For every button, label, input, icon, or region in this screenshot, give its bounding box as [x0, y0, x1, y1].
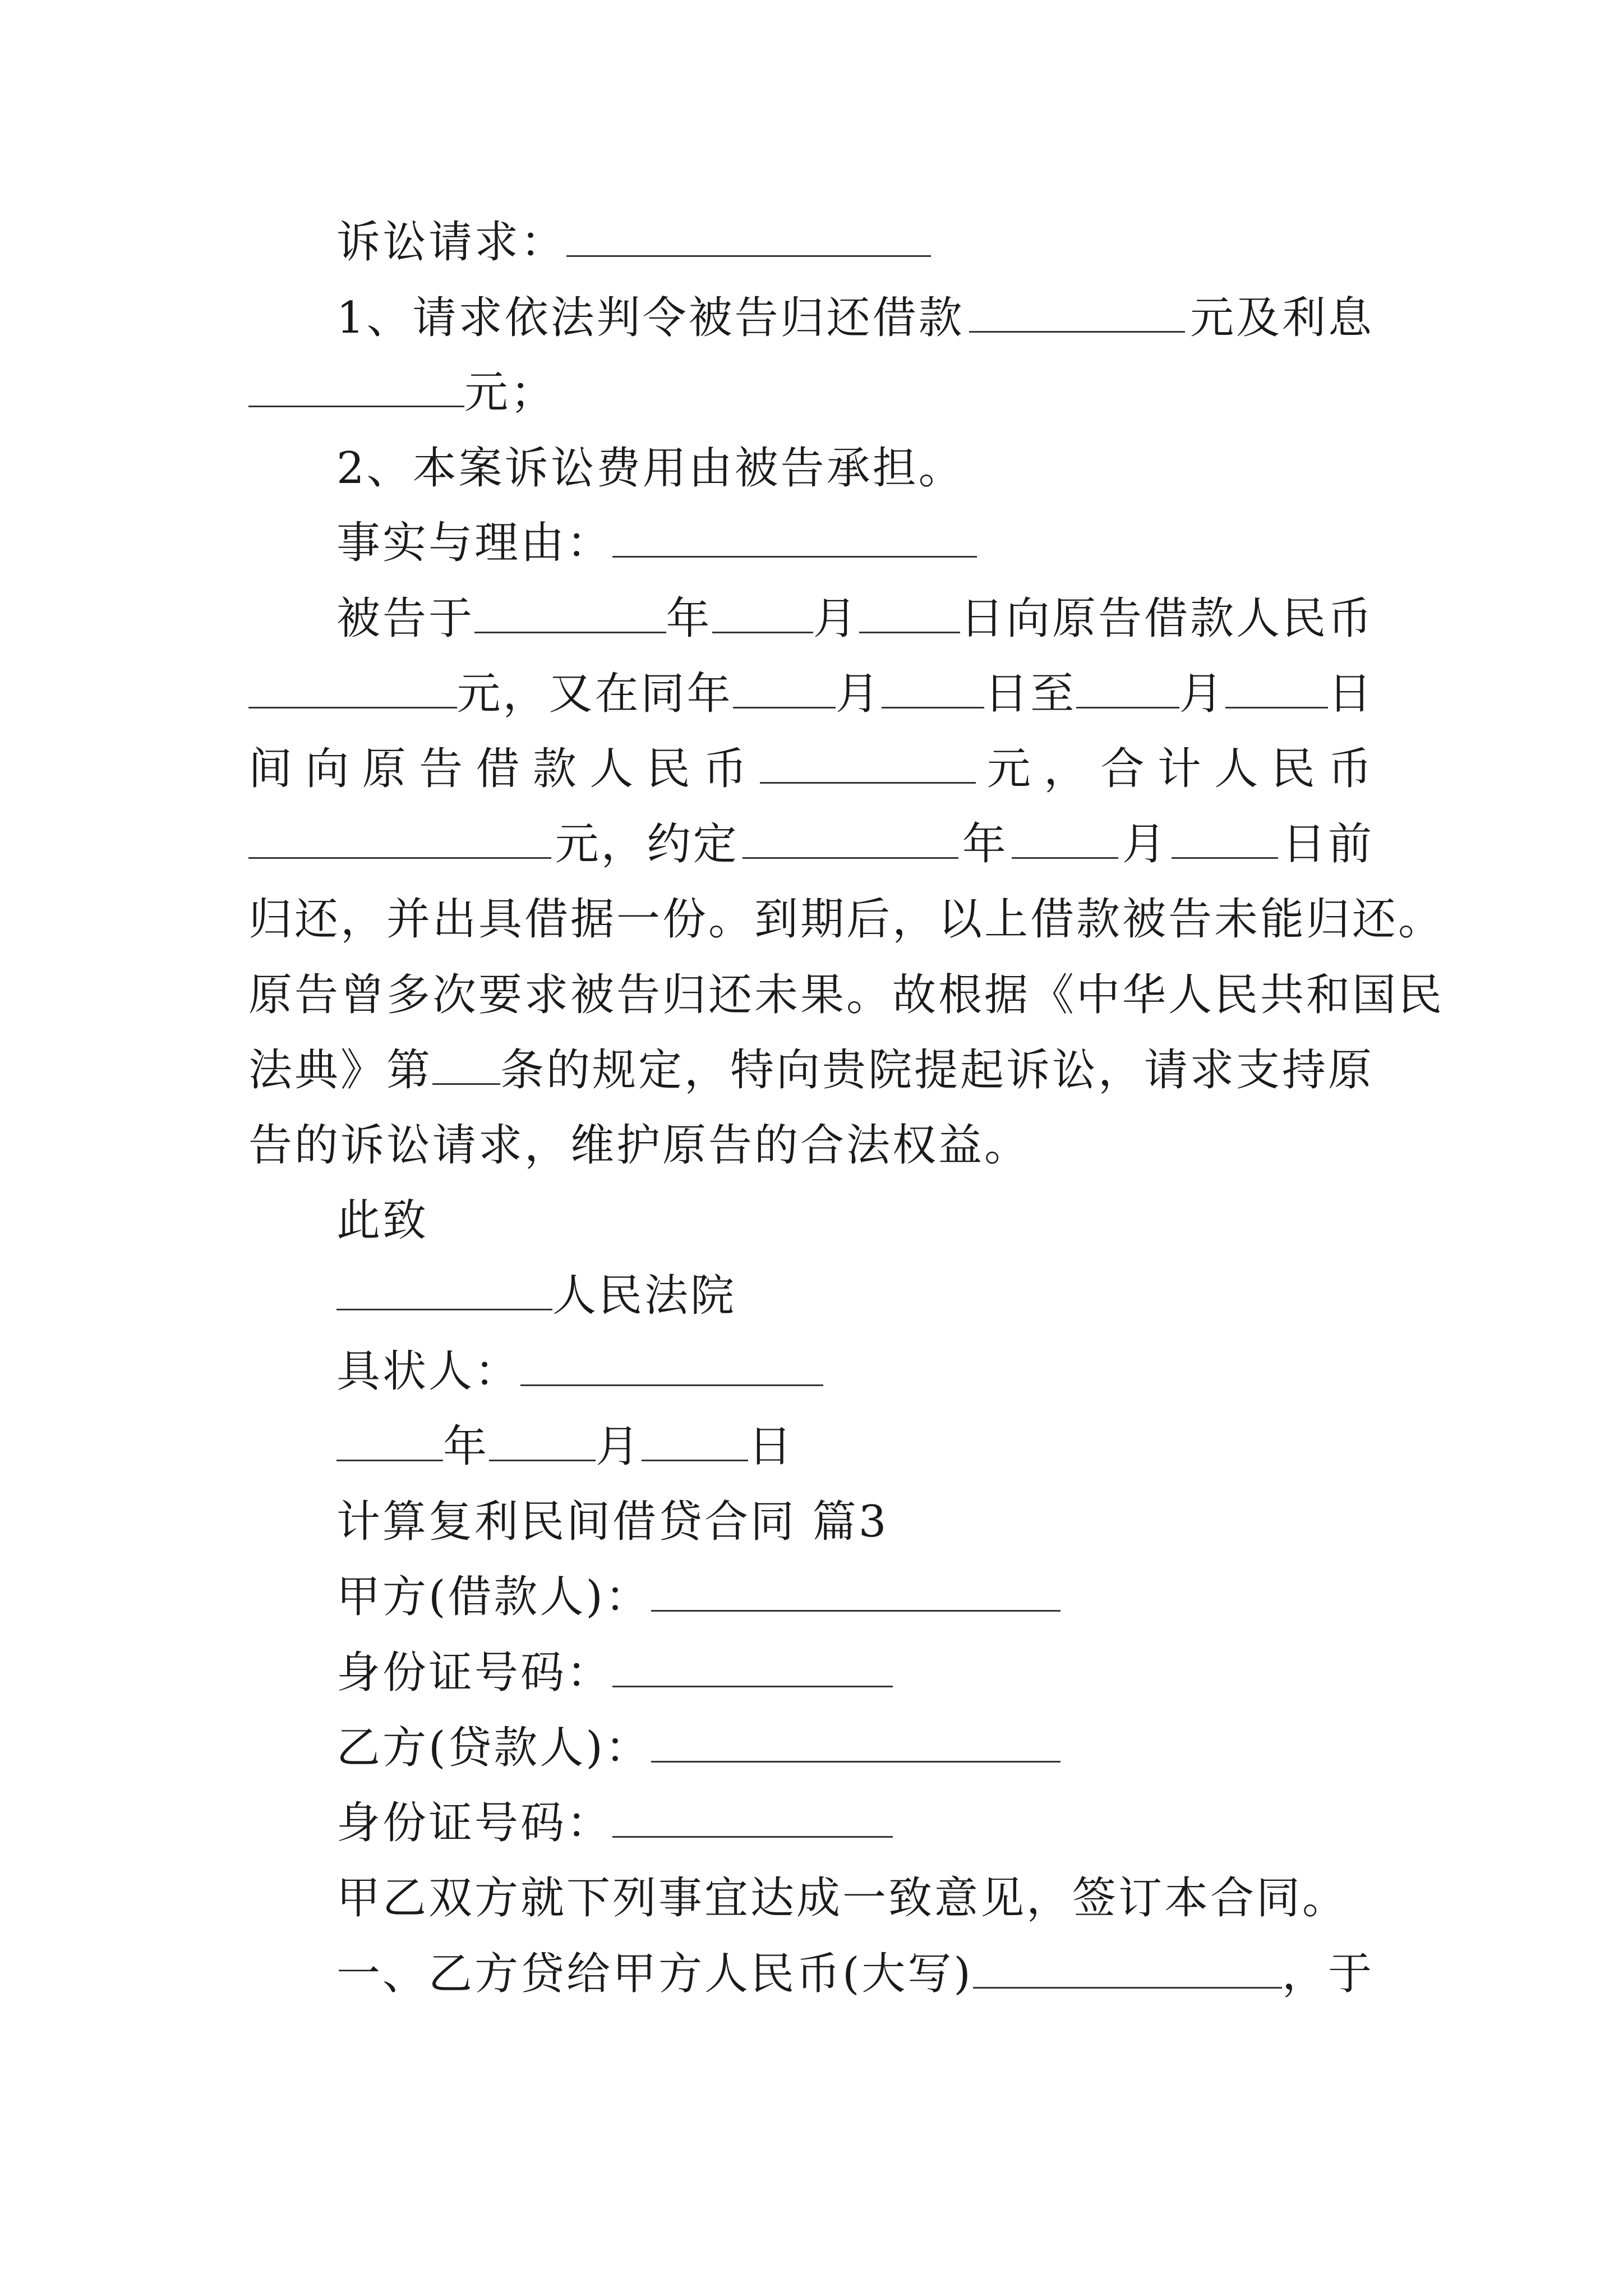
fact-text: 元，又在同年: [457, 669, 733, 719]
day-label: 日: [1327, 669, 1374, 719]
total-amount-blank[interactable]: [248, 823, 551, 859]
char: 间: [248, 744, 295, 794]
claim-1-text-b: 元及利息: [1189, 293, 1374, 343]
claims-blank[interactable]: [566, 222, 931, 257]
year-label: 年: [962, 819, 1008, 869]
clause-text: ，于: [1281, 1949, 1374, 1999]
fact-line-6: 原告曾多次要求被告归还未果。故根据《中华人民共和国民: [248, 970, 1445, 1020]
char: 借: [476, 744, 522, 794]
day-blank[interactable]: [882, 673, 984, 708]
day-blank[interactable]: [859, 598, 960, 633]
loan-amount-blank[interactable]: [969, 297, 1185, 333]
fact-text: 日前: [1281, 819, 1374, 869]
fact-line-7: [248, 1042, 1374, 1098]
year-blank[interactable]: [336, 1426, 443, 1461]
section-heading: 计算复利民间借贷合同 篇3: [336, 1497, 889, 1547]
month-label: 月: [835, 669, 882, 719]
char: 民: [1271, 744, 1317, 794]
char: 元: [986, 744, 1033, 794]
id-label: 身份证号码：: [336, 1648, 613, 1698]
plaintiff-label: 具状人：: [336, 1346, 521, 1397]
month-label: 月: [1122, 819, 1168, 869]
amount-blank[interactable]: [248, 673, 457, 708]
interest-line: [248, 365, 556, 421]
fact-line-8: 告的诉讼请求，维护原告的合法权益。: [248, 1120, 1031, 1171]
fact-text: 元，约定: [555, 819, 739, 869]
char: 计: [1157, 744, 1204, 794]
fact-line-3: [248, 741, 1374, 797]
date-line: [336, 1419, 794, 1475]
char: 合: [1100, 744, 1147, 794]
party-b-label: 乙方(贷款人)：: [336, 1723, 651, 1773]
char: ，: [1044, 744, 1090, 794]
fact-line-5: 归还，并出具借据一份。到期后，以上借款被告未能归还。: [248, 894, 1445, 945]
court-line: [336, 1268, 736, 1324]
facts-line: [336, 515, 977, 571]
party-b-blank[interactable]: [651, 1727, 1061, 1763]
court-label: 人民法院: [552, 1271, 737, 1321]
year-label: 年: [666, 593, 712, 644]
fact-text: 日至: [984, 669, 1077, 719]
fact-line-4: [248, 816, 1374, 872]
char: 款: [532, 744, 579, 794]
year-blank[interactable]: [474, 598, 666, 633]
facts-blank[interactable]: [612, 522, 977, 558]
month-label: 月: [1179, 669, 1225, 719]
year-blank[interactable]: [743, 823, 958, 859]
interest-blank[interactable]: [248, 372, 464, 407]
plaintiff-signature-line: [336, 1343, 823, 1400]
day-blank[interactable]: [1225, 673, 1328, 708]
month-blank[interactable]: [1012, 823, 1118, 859]
party-a-blank[interactable]: [651, 1576, 1061, 1612]
claim-1-text: 1、请求依法判令被告归还借款: [336, 293, 965, 343]
party-a-id-blank[interactable]: [612, 1652, 893, 1687]
month-blank[interactable]: [489, 1426, 596, 1461]
party-a-line: [336, 1569, 1061, 1625]
month-label: 月: [813, 593, 859, 644]
interest-text: 元；: [464, 367, 557, 418]
claims-label: 诉讼请求：: [336, 217, 567, 268]
facts-label: 事实与理由：: [336, 518, 613, 568]
day-blank[interactable]: [1172, 823, 1278, 859]
char: 币: [703, 744, 750, 794]
article-number-blank[interactable]: [432, 1050, 500, 1085]
salutation: 此致: [336, 1195, 429, 1246]
party-b-id-line: [336, 1795, 893, 1851]
fact-line-2: [248, 666, 1374, 722]
month-label: 月: [596, 1421, 642, 1472]
char: 币: [1327, 744, 1374, 794]
court-name-blank[interactable]: [336, 1275, 552, 1310]
id-label: 身份证号码：: [336, 1798, 613, 1848]
agreement-line: 甲乙双方就下列事宜达成一致意见，签订本合同。: [336, 1873, 1349, 1924]
fact-line-1: [336, 591, 1374, 647]
party-b-id-blank[interactable]: [612, 1802, 893, 1838]
amount-uppercase-blank[interactable]: [973, 1953, 1282, 1989]
fact-text: 条的规定，特向贵院提起诉讼，请求支持原: [500, 1045, 1374, 1096]
day-label: 日: [748, 1421, 795, 1472]
char: 人: [1214, 744, 1261, 794]
char: 告: [419, 744, 465, 794]
clause-1-line: [336, 1946, 1374, 2002]
char: 原: [362, 744, 408, 794]
claim-2-line: 2、本案诉讼费用由被告承担。: [336, 443, 965, 494]
char: 向: [305, 744, 352, 794]
clause-text: 一、乙方贷给甲方人民币(大写): [336, 1949, 973, 1999]
month-blank[interactable]: [733, 673, 836, 708]
party-b-line: [336, 1720, 1061, 1776]
claim-1-line: [336, 290, 1374, 346]
amount-blank[interactable]: [760, 748, 976, 784]
plaintiff-blank[interactable]: [520, 1351, 823, 1386]
month-blank[interactable]: [1076, 673, 1179, 708]
party-a-id-line: [336, 1645, 893, 1701]
month-blank[interactable]: [712, 598, 813, 633]
party-a-label: 甲方(借款人)：: [336, 1572, 651, 1622]
fact-text: 被告于: [336, 593, 475, 644]
claims-line: [336, 214, 931, 270]
year-label: 年: [443, 1421, 490, 1472]
day-blank[interactable]: [642, 1426, 748, 1461]
fact-text: 日向原告借款人民币: [960, 593, 1375, 644]
fact-text: 法典》第: [248, 1045, 433, 1096]
char: 民: [646, 744, 693, 794]
char: 人: [589, 744, 636, 794]
